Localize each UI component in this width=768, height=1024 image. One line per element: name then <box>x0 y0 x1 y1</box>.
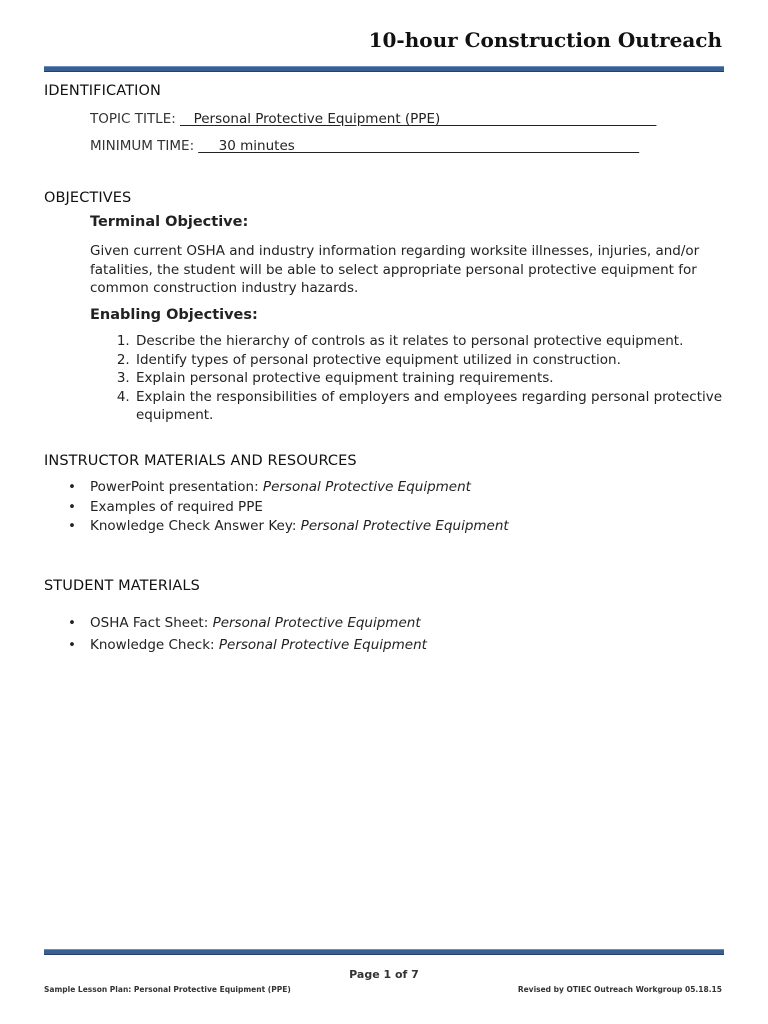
item-text: Examples of required PPE <box>90 498 263 515</box>
item-italic-text: Personal Protective Equipment <box>212 615 421 631</box>
item-italic-text: Personal Protective Equipment <box>218 637 427 653</box>
enabling-objectives-list <box>90 332 754 425</box>
topic-title-label: TOPIC TITLE: <box>90 111 181 127</box>
identification-heading: IDENTIFICATION <box>44 83 161 99</box>
item-text: PowerPoint presentation: <box>90 479 263 495</box>
bullet-icon: • <box>68 637 76 653</box>
minimum-time-value: ___30 minutes___________________________________________________ <box>198 138 640 154</box>
list-item <box>68 498 710 518</box>
bullet-icon: • <box>68 479 76 495</box>
list-item: 2. Identify types of personal protective equipment utilized in construction. <box>134 351 754 370</box>
item-text: OSHA Fact Sheet: <box>90 615 213 631</box>
topic-title-value: __Personal Protective Equipment (PPE)________________________________ <box>180 111 657 127</box>
list-item <box>68 517 710 537</box>
student-materials-heading: STUDENT MATERIALS <box>44 578 200 594</box>
list-item <box>68 634 710 656</box>
footer-revision-label: Revised by OTIEC Outreach Workgroup 05.18.15 <box>517 985 722 994</box>
list-item: 3. Explain personal protective equipment training requirements. <box>134 369 754 388</box>
item-text: Knowledge Check: <box>90 637 219 653</box>
item-text: Knowledge Check Answer Key: <box>90 518 301 534</box>
bullet-icon: • <box>68 518 76 534</box>
list-item: 4. Explain the responsibilities of employers and employees regarding personal protective equipment. <box>134 388 754 425</box>
bullet-icon: • <box>68 615 76 631</box>
student-materials-list <box>68 612 710 656</box>
minimum-time-line <box>90 138 639 154</box>
list-item: 1. Describe the hierarchy of controls as it relates to personal protective equipment. <box>134 332 754 351</box>
terminal-objective-text: Given current OSHA and industry information regarding worksite illnesses, injuries, and/or fatalities, the student will be able to select appropriate personal protective equipment for common construction industry hazards. <box>90 243 700 296</box>
item-italic-text: Personal Protective Equipment <box>300 518 509 534</box>
terminal-objective-heading: Terminal Objective: <box>90 214 249 230</box>
list-item <box>68 612 710 634</box>
page-indicator: Page 1 of 7 <box>349 968 419 981</box>
item-italic-text: Personal Protective Equipment <box>262 479 471 495</box>
footer-lesson-plan-label: Sample Lesson Plan: Personal Protective Equipment (PPE) <box>44 985 291 994</box>
bullet-icon: • <box>68 498 76 515</box>
document-header-title: 10-hour Construction Outreach <box>368 28 722 52</box>
topic-title-line <box>90 111 656 127</box>
instructor-materials-heading: INSTRUCTOR MATERIALS AND RESOURCES <box>44 453 357 469</box>
footer-divider <box>44 949 724 955</box>
minimum-time-label: MINIMUM TIME: <box>90 138 199 154</box>
enabling-objectives-heading: Enabling Objectives: <box>90 307 258 323</box>
objectives-heading: OBJECTIVES <box>44 190 132 206</box>
instructor-materials-list <box>68 478 710 537</box>
list-item <box>68 478 710 498</box>
header-divider <box>44 66 724 72</box>
